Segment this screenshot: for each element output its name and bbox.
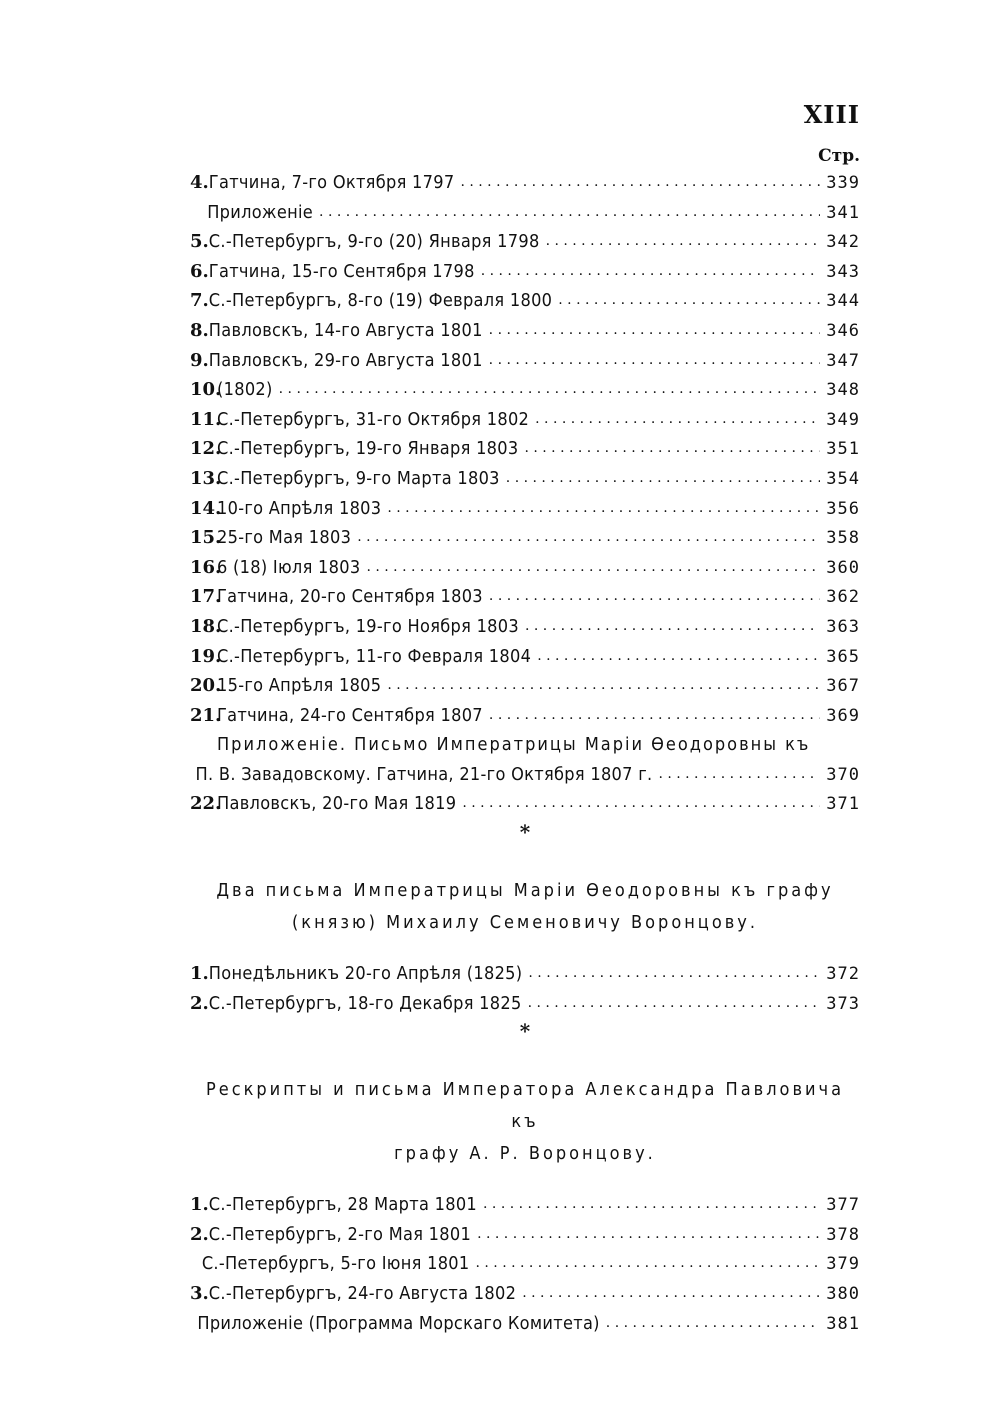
entry-title: 25-го Мая 1803	[217, 527, 352, 549]
dot-leader	[524, 432, 820, 464]
entry-title: Понедѣльникъ 20-го Апрѣля (1825)	[208, 963, 523, 985]
entry-page: 349	[826, 409, 860, 430]
toc-entry	[190, 523, 860, 553]
toc-entry	[190, 494, 860, 524]
entry-number: 15.	[190, 527, 222, 549]
dot-leader	[387, 669, 820, 701]
entry-page: 342	[826, 232, 860, 253]
page-column-label: Стр.	[818, 146, 860, 166]
entry-title: Гатчина, 20-го Сентября 1803	[217, 586, 483, 608]
entry-number: 11.	[190, 408, 222, 430]
entry-title: Павловскъ, 14-го Августа 1801	[208, 319, 483, 341]
dot-leader	[535, 403, 820, 435]
entry-page: 348	[826, 380, 860, 401]
dot-leader	[528, 987, 821, 1019]
entry-title: С.-Петербургъ, 9-го (20) Января 1798	[208, 231, 540, 253]
section-separator: *	[519, 1019, 531, 1044]
entry-page: 381	[826, 1313, 860, 1334]
section-2-list	[190, 959, 860, 1018]
entry-number: 16.	[190, 556, 222, 578]
entry-title: С.-Петербургъ, 19-го Января 1803	[217, 438, 519, 460]
dot-leader	[489, 344, 821, 376]
entry-title: Гатчина, 15-го Сентября 1798	[208, 260, 475, 282]
entry-number: 5.	[190, 231, 209, 253]
entry-page: 351	[826, 439, 860, 460]
entry-title: С.-Петербургъ, 18-го Декабря 1825	[208, 992, 522, 1014]
entry-page: 380	[826, 1284, 860, 1305]
dot-leader	[476, 1247, 821, 1279]
entry-number: 13.	[190, 467, 222, 489]
toc-entry	[190, 789, 860, 819]
entry-page: 370	[826, 764, 860, 785]
dot-leader	[528, 957, 820, 989]
entry-title: С.-Петербургъ, 24-го Августа 1802	[208, 1283, 517, 1305]
dot-leader	[489, 699, 820, 731]
dot-leader	[525, 610, 820, 642]
section-3-heading	[190, 1074, 860, 1170]
toc-entry	[190, 959, 860, 989]
toc-entry	[190, 257, 860, 287]
entry-number: 19.	[190, 645, 222, 667]
dot-leader	[462, 787, 820, 819]
dot-leader	[477, 1218, 820, 1250]
entry-title: 10-го Апрѣля 1803	[217, 497, 382, 519]
entry-title: Павловскъ, 20-го Мая 1819	[217, 793, 457, 815]
toc-entry	[190, 346, 860, 376]
entry-title: С.-Петербургъ, 8-го (19) Февраля 1800	[208, 290, 553, 312]
toc-entry	[190, 375, 860, 405]
entry-title: С.-Петербургъ, 31-го Октября 1802	[217, 408, 530, 430]
entry-page: 362	[826, 587, 860, 608]
dot-leader	[537, 640, 820, 672]
entry-title: С.-Петербургъ, 2-го Мая 1801	[208, 1223, 472, 1245]
toc-page	[190, 100, 860, 1338]
entry-page: 373	[826, 993, 860, 1014]
entry-title: Павловскъ, 29-го Августа 1801	[208, 349, 483, 371]
entry-page: 378	[826, 1224, 860, 1245]
toc-entry	[190, 1309, 860, 1339]
heading-line: Два письма Императрицы Маріи Ѳеодоровны къ графу	[216, 880, 834, 902]
dot-leader	[279, 373, 821, 405]
dot-leader	[558, 284, 820, 316]
section-3-list	[190, 1190, 860, 1338]
toc-entry	[190, 1279, 860, 1309]
entry-number: 14.	[190, 497, 222, 519]
entry-number: 18.	[190, 615, 222, 637]
heading-line: Рескрипты и письма Императора Александра Павловича къ	[205, 1079, 845, 1133]
entry-page: 365	[826, 646, 860, 667]
toc-entry	[190, 405, 860, 435]
heading-line: (князю) Михаилу Семеновичу Воронцову.	[291, 912, 759, 934]
section-1-list	[190, 168, 860, 819]
entry-page: 379	[826, 1254, 860, 1275]
entry-number: 21.	[190, 704, 222, 726]
entry-number: 4.	[190, 172, 209, 193]
toc-entry	[190, 434, 860, 464]
toc-entry	[190, 227, 860, 257]
entry-title: П. В. Завадовскому. Гатчина, 21-го Октября 1807 г.	[195, 763, 653, 785]
entry-number: 1.	[190, 1194, 209, 1216]
toc-entry	[190, 464, 860, 494]
entry-number: 1.	[190, 963, 209, 985]
toc-entry	[190, 582, 860, 612]
entry-number: 2.	[190, 1223, 209, 1245]
section-2-heading	[190, 875, 860, 939]
entry-number: 3.	[190, 1283, 209, 1305]
page-number: XIII	[803, 100, 860, 129]
section-separator: *	[519, 820, 531, 845]
entry-number: 2.	[190, 992, 209, 1014]
toc-entry	[190, 1220, 860, 1250]
entry-page: 344	[826, 291, 860, 312]
entry-title: Гатчина, 7-го Октября 1797	[208, 172, 455, 193]
dot-leader	[481, 255, 821, 287]
entry-page: 354	[826, 468, 860, 489]
toc-entry	[190, 286, 860, 316]
entry-page: 363	[826, 616, 860, 637]
entry-number: 8.	[190, 319, 209, 341]
entry-number: 6.	[190, 260, 209, 282]
entry-page: 377	[826, 1195, 860, 1216]
toc-entry	[190, 612, 860, 642]
dot-leader	[658, 758, 820, 790]
entry-number: 9.	[190, 349, 209, 371]
toc-entry	[190, 1190, 860, 1220]
entry-number: 17.	[190, 586, 222, 608]
toc-entry	[190, 316, 860, 346]
toc-entry	[190, 760, 860, 790]
entry-page: 360	[826, 557, 860, 578]
dot-leader	[522, 1277, 820, 1309]
toc-entry	[190, 671, 860, 701]
entry-page: 343	[826, 261, 860, 282]
entry-page: 371	[826, 794, 860, 815]
dot-leader	[546, 225, 821, 257]
entry-number: 12.	[190, 438, 222, 460]
dot-leader	[606, 1307, 820, 1339]
toc-entry	[190, 553, 860, 583]
entry-page: 372	[826, 964, 860, 985]
entry-title: С.-Петербургъ, 28 Марта 1801	[208, 1194, 478, 1216]
entry-page: 339	[826, 173, 860, 193]
dot-leader	[489, 580, 820, 612]
dot-leader	[366, 551, 820, 583]
entry-number: 22.	[190, 793, 222, 815]
entry-number: 10.	[190, 379, 222, 401]
entry-title: 6 (18) Іюля 1803	[217, 556, 361, 578]
entry-title: С.-Петербургъ, 9-го Марта 1803	[217, 467, 500, 489]
entry-title: С.-Петербургъ, 11-го Февраля 1804	[217, 645, 532, 667]
entry-page: 346	[826, 320, 860, 341]
toc-entry	[190, 642, 860, 672]
dot-leader	[319, 196, 820, 228]
entry-page: 367	[826, 676, 860, 697]
dot-leader	[506, 462, 820, 494]
entry-title: (1802)	[217, 379, 273, 401]
toc-entry	[190, 1249, 860, 1279]
dot-leader	[489, 314, 821, 346]
entry-page: 358	[826, 528, 860, 549]
toc-entry	[190, 989, 860, 1019]
dot-leader	[387, 492, 820, 524]
appendix-line-1: Приложеніе. Письмо Императрицы Маріи Ѳеодоровны къ	[217, 734, 811, 756]
entry-title: 15-го Апрѣля 1805	[217, 675, 382, 697]
entry-number: 7.	[190, 290, 209, 312]
entry-title: Приложеніе	[207, 201, 314, 223]
entry-title: Приложеніе (Программа Морскаго Комитета)	[197, 1312, 600, 1334]
dot-leader	[357, 521, 820, 553]
entry-page: 369	[826, 705, 860, 726]
dot-leader	[483, 1188, 820, 1220]
entry-title: Гатчина, 24-го Сентября 1807	[217, 704, 483, 726]
entry-page: 341	[826, 202, 860, 223]
dot-leader	[460, 166, 820, 198]
entry-number: 20.	[190, 675, 222, 697]
toc-entry	[190, 168, 860, 198]
entry-title: С.-Петербургъ, 19-го Ноября 1803	[217, 615, 519, 637]
entry-page: 356	[826, 498, 860, 519]
entry-page: 347	[826, 350, 860, 371]
heading-line: графу А. Р. Воронцову.	[394, 1143, 656, 1165]
toc-entry	[190, 701, 860, 731]
toc-entry	[190, 198, 860, 228]
entry-title: С.-Петербургъ, 5-го Іюня 1801	[201, 1253, 470, 1275]
